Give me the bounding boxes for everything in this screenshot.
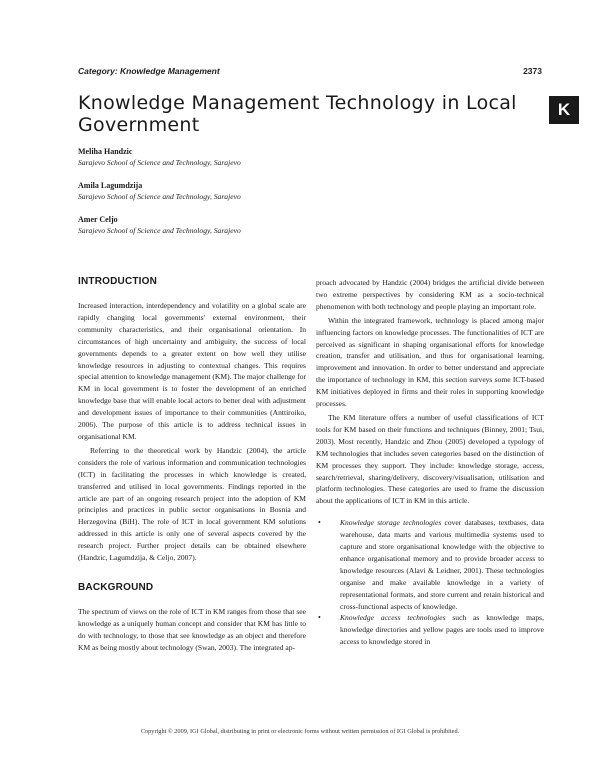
- author-block: [78, 146, 378, 168]
- author-name: Meliha Handzic: [78, 147, 133, 156]
- section-spacer: [78, 564, 306, 582]
- running-header-category: Category: Knowledge Management: [78, 66, 220, 76]
- right-column: [316, 277, 544, 648]
- bullet-term: Knowledge access technologies: [340, 613, 446, 623]
- author-block: [78, 214, 378, 236]
- introduction-heading: INTRODUCTION: [78, 276, 158, 287]
- bullet-term: Knowledge storage technologies: [340, 518, 442, 528]
- background-heading: BACKGROUND: [78, 581, 154, 593]
- bullet-text: cover databases, textbases, data warehouse, data marts and various multimedia systems used to capture and store organisational knowledge with the objective to enhance organisational memory and to provide broader access to knowledge resources (Alavi & Leidner, 2001). These technologies organise and make available knowledge in a variety of representational formats, and store current and retain historical and cross-functional aspects of knowledge.: [340, 518, 544, 611]
- page-number: 2373: [523, 66, 542, 76]
- body-paragraph: The KM literature offers a number of useful classifications of ICT tools for KM based on their functions and techniques (Binney, 2001; Tsui, 2003). Most recently, Handzic and Zhou (2005) developed a typology of KM technologies that includes seven categories based on the distinction of KM processes they support. They include: knowledge storage, access, search/retrieval, sharing/delivery, discovery/visualisation, utilisation and platform technologies. These categories are used to frame the discussion about the applications of ICT in KM in this article.: [316, 412, 544, 506]
- introduction-paragraph: Increased interaction, interdependency and volatility on a global scale are rapidly changing local governments' external environment, their community characteristics, and their organisational orientation. In circumstances of high uncertainty and ambiguity, the success of local governments depends to a greater extent on how well they utilise knowledge resources in adjusting to contextual changes. This requires special attention to knowledge management (KM). The major challenge for KM in local government is to foster the development of an enriched knowledge base that will enable local actors to better deal with adjustment and development issues of importance to their communities (Anttiroiko, 2006). The purpose of this article is to address technical issues in organisational KM.: [78, 301, 306, 441]
- author-affiliation: Sarajevo School of Science and Technology, Sarajevo: [78, 158, 241, 167]
- author-block: [78, 180, 378, 202]
- introduction-paragraph: Referring to the theoretical work by Handzic (2004), the article considers the role of various information and communication technologies (ICT) in facilitating the processes in which knowledge is created, transferred and utilised in local governments. Findings reported in the article are part of an ongoing research project into the adoption of KM principles and practices in public sector organisations in Bosnia and Herzegovina (BiH). The role of ICT in local government KM solutions addressed in this article is only one of several aspects covered by the research project. Further project details can be obtained elsewhere (Handzic, Lagumdzija, & Celjo, 2007).: [78, 445, 306, 563]
- article-title: Knowledge Management Technology in Local Government: [78, 92, 517, 136]
- left-column: [78, 276, 306, 654]
- background-paragraph: The spectrum of views on the role of ICT in KM ranges from those that see knowledge as a uniquely human concept and consider that KM has little to do with technology, to those that see knowledge as an object and therefore KM as being mostly about technology (Swan, 2003). The integrated ap-: [78, 606, 306, 652]
- technology-bullet-list: [316, 517, 544, 648]
- author-list: [78, 146, 378, 248]
- bullet-icon: •: [318, 518, 321, 528]
- list-item: [316, 612, 544, 648]
- bullet-text: such as knowledge maps, knowledge directories and yellow pages are tools used to improve access to knowledge stored in: [340, 613, 544, 647]
- author-affiliation: Sarajevo School of Science and Technology, Sarajevo: [78, 226, 241, 235]
- body-paragraph: proach advocated by Handzic (2004) bridges the artificial divide between two extreme perspectives by considering KM as a socio-technical phenomenon with both technology and people playing an important role.: [316, 278, 544, 311]
- bullet-icon: •: [318, 613, 321, 623]
- author-name: Amila Lagumdzija: [78, 181, 143, 190]
- section-tab-letter: K: [549, 96, 579, 124]
- copyright-footer: Copyright © 2009, IGI Global, distributing in print or electronic forms without written permission of IGI Global is prohibited.: [140, 728, 460, 735]
- author-affiliation: Sarajevo School of Science and Technology, Sarajevo: [78, 192, 241, 201]
- author-name: Amer Celjo: [78, 215, 118, 224]
- list-item: [316, 517, 544, 612]
- body-paragraph: Within the integrated framework, technology is placed among major influencing factors on knowledge processes. The functionalities of ICT are perceived as significant in shaping organisational efforts for knowledge creation, transfer and utilisation, and thus for organisational learning, improvement and innovation. In order to better understand and appreciate the importance of technology in KM, this section surveys some ICT-based KM initiatives deployed in firms and their roles in supporting knowledge processes.: [316, 315, 544, 409]
